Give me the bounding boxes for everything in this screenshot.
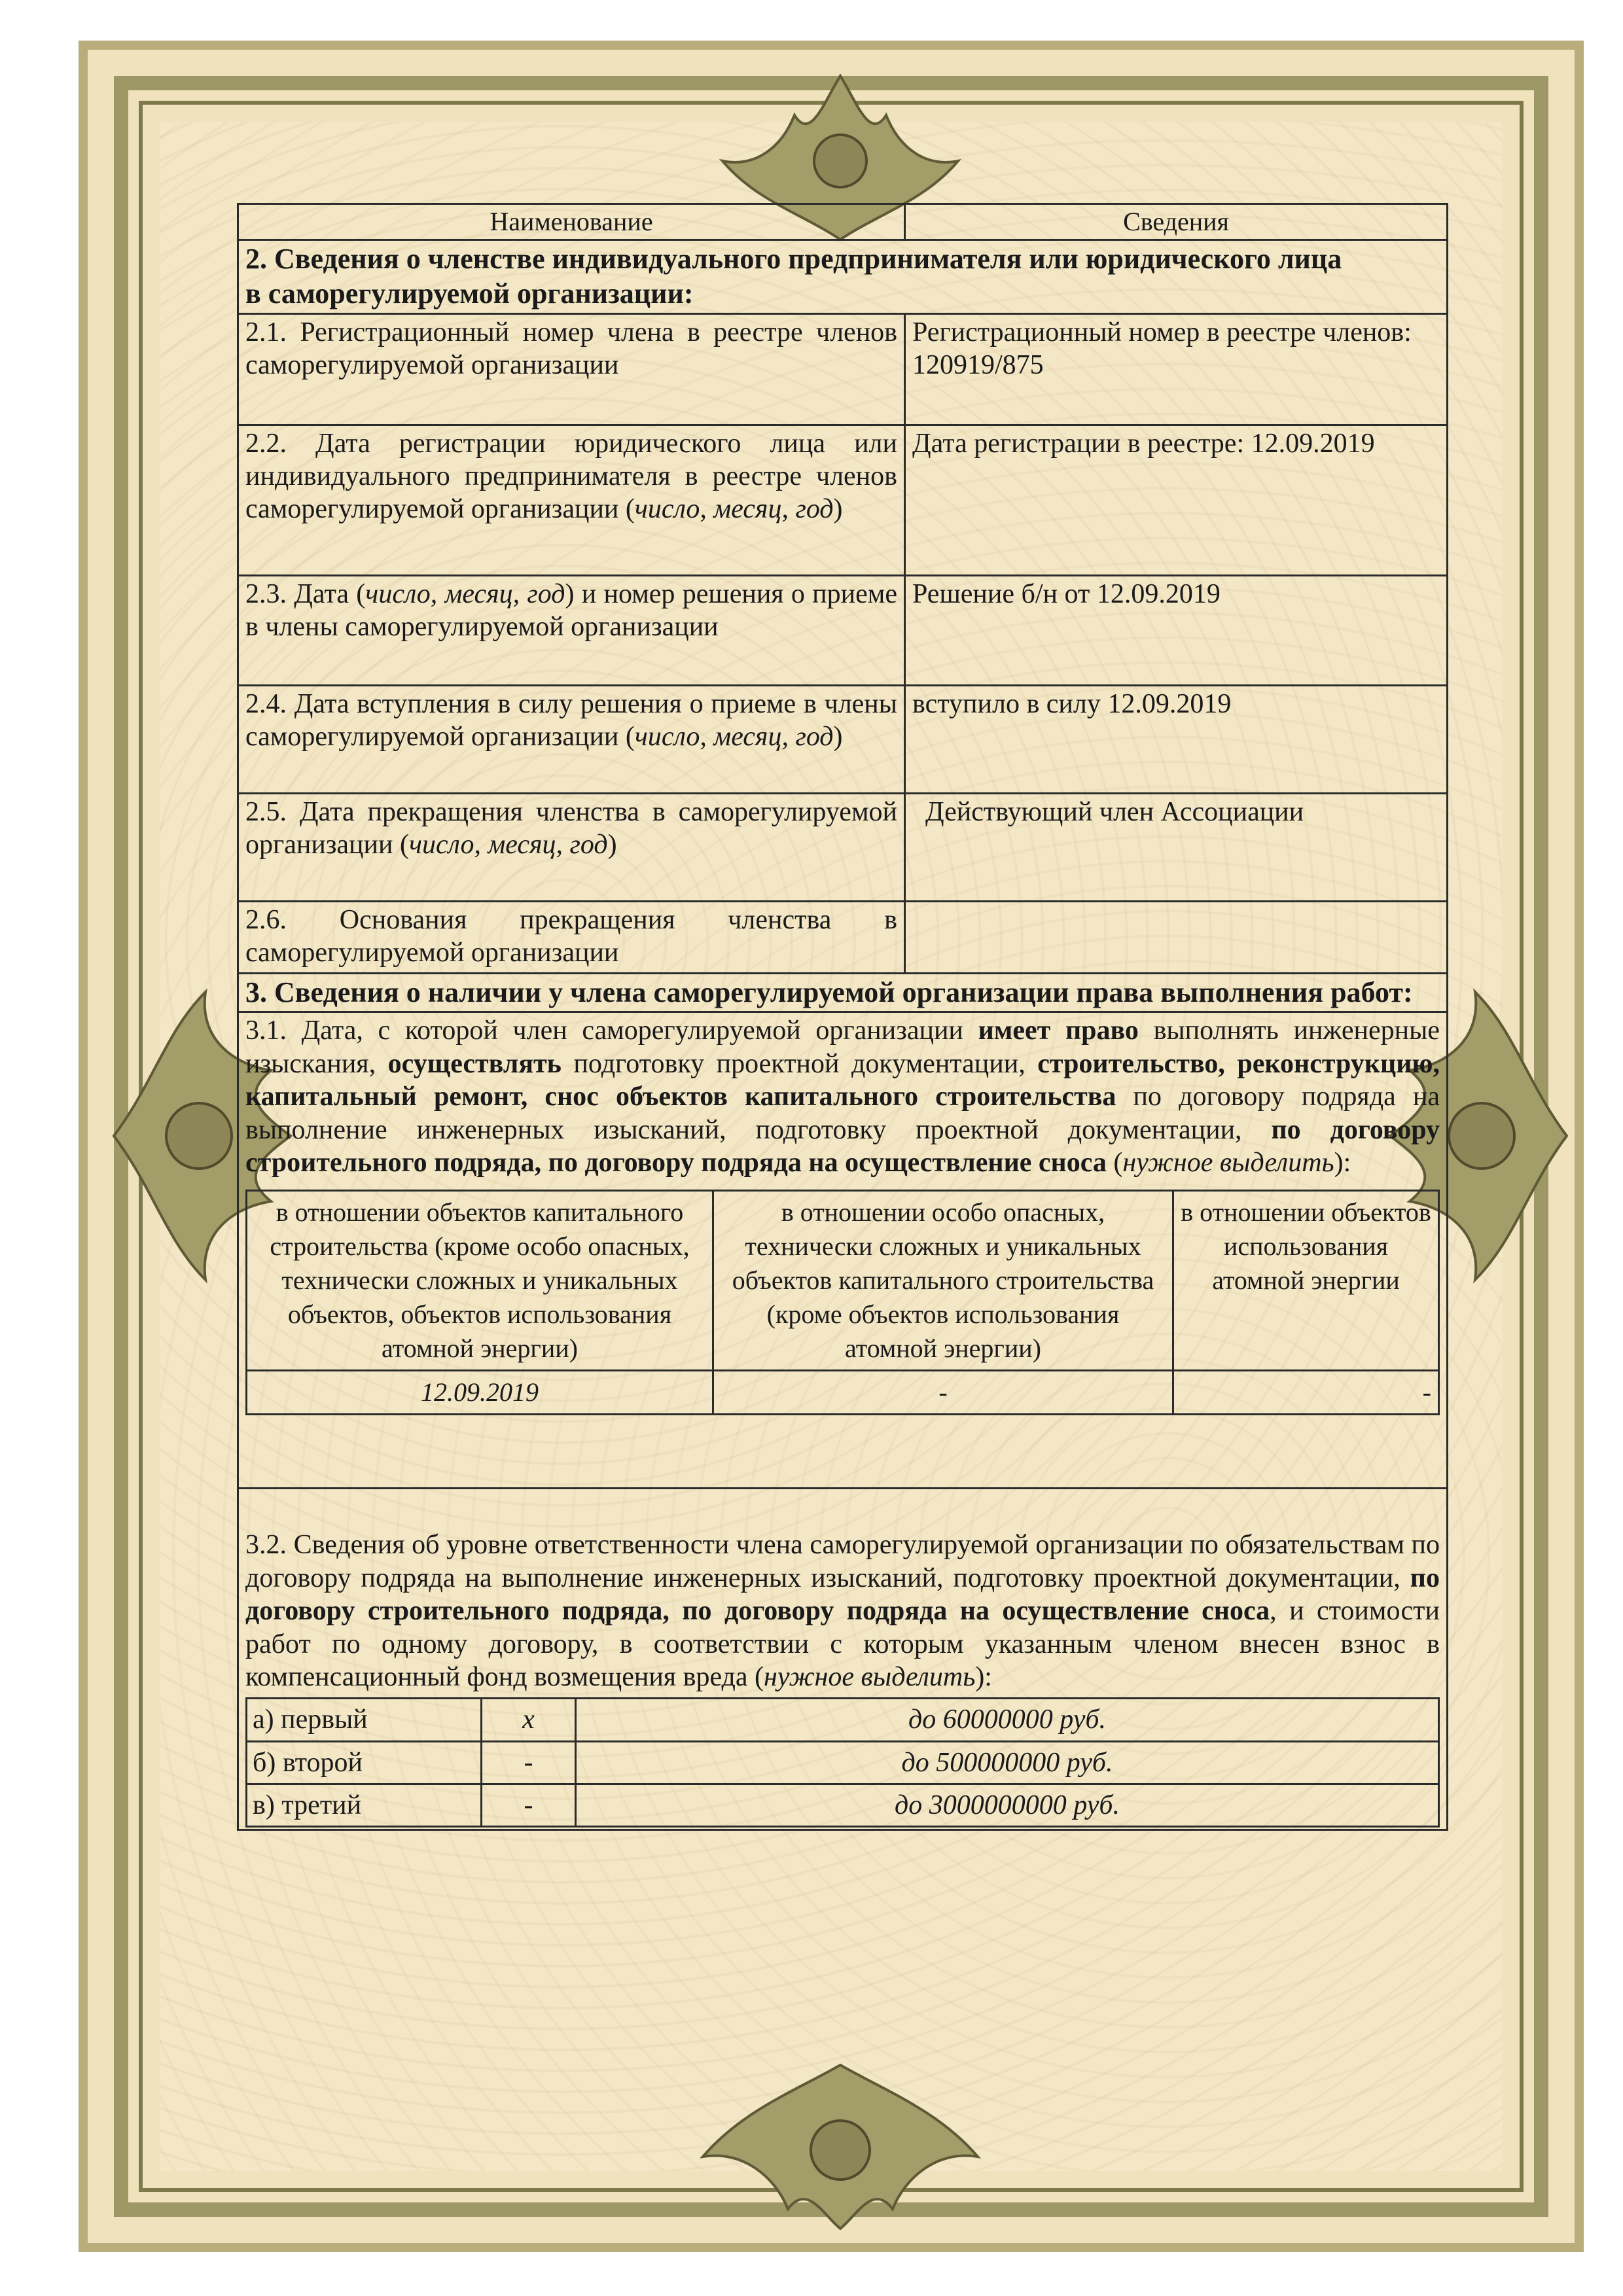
section-3-1-row	[238, 1012, 1448, 1489]
row-2-4-name: 2.4. Дата вступления в силу решения о приеме в члены саморегулируемой организации (число, месяц, год)	[238, 685, 905, 793]
rights-header-general: в отношении объектов капитального строительства (кроме особо опасных, технически сложных и уникальных объектов, объектов использования атомной энергии)	[247, 1191, 713, 1371]
section-2-title: 2. Сведения о членстве индивидуального предпринимателя или юридического лица	[245, 243, 1342, 275]
rights-values-row	[247, 1371, 1439, 1415]
level-row-first	[247, 1699, 1439, 1741]
section-3-title: 3. Сведения о наличии у члена саморегулируемой организации права выполнения работ:	[238, 973, 1448, 1012]
paragraph-3-2: 3.2. Сведения об уровне ответственности члена саморегулируемой организации по обязательствам по договору подряда на выполнение инженерных изысканий, подготовку проектной документации, по договору строительного подряда, по договору подряда на осуществление сноса, и стоимости работ по одному договору, в соответствии с которым указанным членом внесен взнос в компенсационный фонд возмещения вреда (нужное выделить):	[245, 1530, 1440, 1692]
header-info: Сведения	[905, 204, 1448, 240]
table-row	[238, 685, 1448, 793]
level-row-second	[247, 1741, 1439, 1784]
row-2-3-value: Решение б/н от 12.09.2019	[905, 575, 1448, 685]
liability-levels-table	[245, 1697, 1440, 1828]
level-mark-third: -	[482, 1784, 576, 1827]
rights-value-general: 12.09.2019	[247, 1371, 713, 1415]
section-3-2-row	[238, 1489, 1448, 1830]
rights-header-dangerous: в отношении особо опасных, технически сложных и уникальных объектов капитального строительства (кроме объектов использования атомной энергии)	[713, 1191, 1173, 1371]
row-2-3-name: 2.3. Дата (число, месяц, год) и номер решения о приеме в члены саморегулируемой организации	[238, 575, 905, 685]
table-row	[238, 575, 1448, 685]
section-2-title-line2: в саморегулируемой организации:	[245, 277, 694, 309]
level-amount-second: до 500000000 руб.	[576, 1741, 1439, 1784]
membership-table	[237, 203, 1448, 1831]
level-amount-third: до 3000000000 руб.	[576, 1784, 1439, 1827]
row-2-6-name: 2.6. Основания прекращения членства в саморегулируемой организации	[238, 901, 905, 973]
rights-value-dangerous: -	[713, 1371, 1173, 1415]
level-amount-first: до 60000000 руб.	[576, 1699, 1439, 1741]
level-label-third: в) третий	[247, 1784, 482, 1827]
table-row	[238, 313, 1448, 425]
table-header-row	[238, 204, 1448, 240]
rights-value-atomic: -	[1173, 1371, 1439, 1415]
row-2-4-value: вступило в силу 12.09.2019	[905, 685, 1448, 793]
table-row	[238, 425, 1448, 575]
rights-table	[245, 1190, 1440, 1415]
row-2-6-value	[905, 901, 1448, 973]
row-2-1-value: Регистрационный номер в реестре членов: 120919/875	[905, 313, 1448, 425]
level-mark-first: х	[482, 1699, 576, 1741]
rights-header-row	[247, 1191, 1439, 1371]
header-name: Наименование	[238, 204, 905, 240]
bottom-ornament-icon	[677, 2052, 1004, 2235]
row-2-2-value: Дата регистрации в реестре: 12.09.2019	[905, 425, 1448, 575]
level-label-first: а) первый	[247, 1699, 482, 1741]
table-row	[238, 901, 1448, 973]
row-2-5-name: 2.5. Дата прекращения членства в саморегулируемой организации (число, месяц, год)	[238, 793, 905, 901]
level-row-third	[247, 1784, 1439, 1827]
section-2-title-row	[238, 240, 1448, 314]
row-2-1-name: 2.1. Регистрационный номер члена в реестре членов саморегулируемой организации	[238, 313, 905, 425]
document-content	[237, 203, 1440, 1831]
paragraph-3-1: 3.1. Дата, с которой член саморегулируемой организации имеет право выполнять инженерные изыскания, осуществлять подготовку проектной документации, строительство, реконструкцию, капитальный ремонт, снос объектов капитального строительства по договору подряда на выполнение инженерных изысканий, подготовку проектной документации, по договору строительного подряда, по договору подряда на осуществление сноса (нужное выделить):	[245, 1016, 1440, 1178]
section-3-title-row	[238, 973, 1448, 1012]
row-2-5-value: Действующий член Ассоциации	[905, 793, 1448, 901]
level-mark-second: -	[482, 1741, 576, 1784]
row-2-2-name: 2.2. Дата регистрации юридического лица или индивидуального предпринимателя в реестре членов саморегулируемой организации (число, месяц, год)	[238, 425, 905, 575]
rights-header-atomic: в отношении объектов использования атомной энергии	[1173, 1191, 1439, 1371]
level-label-second: б) второй	[247, 1741, 482, 1784]
table-row	[238, 793, 1448, 901]
